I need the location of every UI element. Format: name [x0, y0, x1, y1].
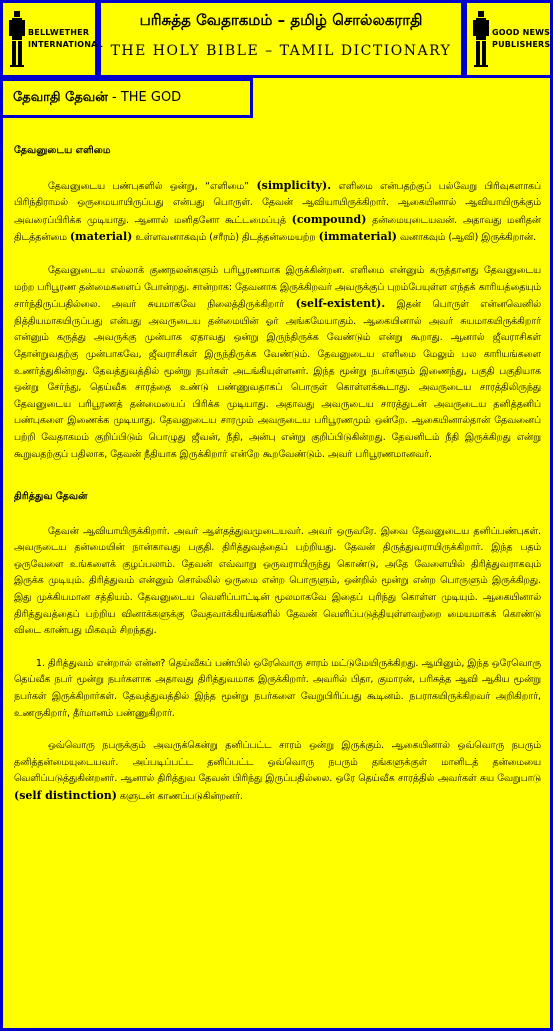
paragraph-text: இதன் பொருள் என்னவெனில் நித்தியமாகயிருப்பது என்பது அவருடைய தன்மையின் ஓர் அங்கமேயாகும். ஆகையினால் அவர் சுயமாகயிருக்கிறார் என்னும் கருத்து அவருக்கு முன்பாக ஏதாவது ஒன்று இருந்திருக்க வேண்டும் என்று கூறாது. ஆனால் ஜீவராசிகள் தோன்றுவதற்கு முன்பாகவே, ஜீவராசிகள் இருந்திருக்க வேண்டும். தேவனுடைய எளிமை மேலும் பல காரியங்களை உணர்த்துகின்றது. தேவத்துவத்தில் மூன்று நபர்கள் அடங்கியுள்ளனர். இந்த மூன்று நபர்களும் இணைந்து, பகுதி பகுதியாக ஒன்று சேர்ந்து, தெய்வீக சாரத்தை உண்டு பண்ணுவதாகப் பொருள் கொள்ளக்கூடாது. அவருடைய சாரத்திலிருந்து தேவனுடைய பரிபூரணத் தன்மையைப் பிரிக்க முடியாது. அதாவது அவருடைய சாரத்துடன் அவருடைய தனித்தனிப் பண்புகளை இணைக்க முடியாது. தேவனுடைய சாரமும் அவருடைய பரிபூரணமும் ஒன்றே. ஆகையினால்தான் தேவனைப் பற்றி வேதாகமம் குறிப்பிடும் பொழுது ஜீவன், நீதி, அன்பு என்று குறிப்பிடுகின்றது. தேவனிடம் நீதி இருக்கிறது என்று கூறுவதற்குப் பதிலாக, தேவன் நீதியாக இருக்கிறார் என்றே கூறவேண்டும். அவர் பரிபூரணமானவர். [14, 299, 541, 460]
paragraph [14, 263, 541, 463]
page-title-english: - THE GOD [107, 90, 182, 105]
paragraph-text: தேவனுடைய பண்புகளில் ஒன்று, “எளிமை” [48, 180, 257, 192]
paragraph-text: தேவன் ஆவியாயிருக்கிறார். அவர் ஆள்தத்துவமுடையவர். அவர் ஒருவரே. இவை தேவனுடைய தனிப்பண்புகள். அவருடைய தன்மையின் நான்காவது பகுதி. திரித்துவத்தைப் பற்றியது. தேவன் திருத்துவராயிருக்கிறார். இந்த பதம் ஒருவேளை உங்களைக் குழப்பலாம். தேவன் எவ்வாறு ஒருவராயிருந்து கொண்டு, அதே வேளையில் திரித்துவராகவும் இருக்க முடியும். திரித்துவம் என்னும் சொல்லில் ஒருமை என்ற பொருளும், ஒன்றில் மூன்று என்ற பொருளும் இருக்கிறது. இது முக்கியமான சத்தியம். தேவனுடைய வெளிப்பாட்டின் மூலமாகவே இதைப் புரிந்து கொள்ள முடியும். ஆகையினால் திரித்துவத்தைப் பற்றிய வினாக்களுக்கு வேதவாக்கியங்களில் தேவன் வெளிப்படுத்தியுள்ளவற்றை மையமாகக் கொண்டு விடை காண்பது மிகவும் சிறந்தது. [14, 525, 541, 637]
header [0, 0, 553, 78]
english-term: (self distinction) [14, 789, 117, 802]
paragraph-text: தேவனுடைய எல்லாக் குணநலன்களும் பரிபூரணமாக இருக்கின்றன. எளிமை என்னும் கருத்தானது தேவனுடைய மற்ற பரிபூரண தன்மைகளைப் போன்றது. சான்றாக: தேவனாக இருக்கிறவர் அவருக்குப் புறம்பேயுள்ள எந்தக் காரியத்தையும் சார்ந்திருப்பதில்லை. அவர் சுயமாகவே நிலைத்திருக்கிறார் [14, 264, 541, 311]
good-news-logo [473, 11, 551, 67]
paragraph-text: ஒவ்வொரு நபருக்கும் அவருக்கென்று தனிப்பட்ட சாரம் ஒன்று இருக்கும். ஆகையினால் ஒவ்வொரு நபரும் தனித்தன்மையுடையவர். அப்படிப்பட்ட தனிப்பட்ட ஒவ்வொரு நபரும் தங்களுக்குள் மானிடத் தன்மையை வெளிப்படுத்துகின்றனர். ஆனால் திரித்துவ தேவன் பிரிந்து இருப்பதில்லை. ஒரே தெய்வீக சாரத்தில் அவர்கள் சுய வேறுபாடு [14, 740, 541, 785]
title-tamil: பரிசுத்த வேதாகமம் – தமிழ் சொல்லகராதி [139, 11, 423, 29]
english-term: (simplicity). [256, 178, 332, 192]
section-trinity [14, 489, 541, 806]
paragraph-text: எளிமை என்பதற்குப் பல்வேறு பிரிவுகளாகப் பிரிந்திராமல் ஒருமையாயிருப்பது என்பது பொருள். தேவன் ஆவியாயிருக்கிறார். ஆகையினால் ஆவியாயிருக்கும் அவரைப்பிரிக்க முடியாது. ஆனால் மனிதனோ கூட்டமைப்புத் [14, 180, 541, 226]
paragraph [14, 738, 541, 805]
paragraph [14, 656, 541, 722]
paragraph-text: 1. திரித்துவம் என்றால் என்ன? தெய்வீகப் பண்பில் ஒரேவொரு சாரம் மட்டுமேயிருக்கிறது. ஆயினும், இந்த ஒரேவொரு தெய்வீக நபர் மூன்று நபர்களாக அதாவது திரித்துவமாக இருக்கிறார். அவரில் பிதா, குமாரன், பரிசுத்த ஆவி ஆகிய மூன்று நபர்கள் இருக்கிறார்கள். தேவத்துவத்தில் இந்த மூன்று நபர்களை வேறுபிரிப்பது கூடினம். நபராகயிருக்கிறவர் அறிகிறார், உணருகிறார், தீர்மானம் பண்ணுகிறார். [14, 657, 541, 719]
english-term: (self-existent). [295, 297, 386, 311]
left-logo-line2: INTERNATIONAL [28, 40, 103, 49]
title-box [98, 0, 464, 78]
bellwether-logo [9, 11, 103, 67]
section-heading: திரித்துவ தேவன் [14, 491, 88, 503]
figure-icon [9, 11, 25, 67]
title-english: THE HOLY BIBLE – TAMIL DICTIONARY [110, 43, 452, 59]
left-logo-box [0, 0, 103, 78]
section-heading: தேவனுடைய எளிமை [14, 145, 111, 156]
section-simplicity [14, 143, 541, 463]
right-logo-line1: GOOD NEWS [492, 28, 551, 37]
paragraph-text: களுடன் காணப்படுகின்றனர். [116, 791, 243, 802]
paragraph [14, 178, 541, 247]
paragraph [14, 524, 541, 640]
page-title [13, 90, 181, 106]
article-body [14, 143, 541, 822]
page-title-box [0, 78, 253, 118]
paragraph-text: உள்ளவனாகவும் (சரீரம்) திடத்தன்மையற்ற [132, 232, 319, 244]
right-logo-box [464, 0, 553, 78]
page-title-tamil: தேவாதி தேவன் [13, 90, 108, 105]
left-logo-line1: BELLWETHER [28, 28, 90, 37]
english-term: (immaterial) [318, 230, 397, 244]
paragraph-text: வனாகவும் (ஆவி) இருக்கிறான். [396, 232, 537, 244]
paragraph-text: தன்மையுடையவன். அதாவது மனிதன் திடத்தன்மை [14, 214, 541, 244]
english-term: (compound) [291, 212, 367, 226]
english-term: (material) [69, 230, 133, 244]
right-logo-line2: PUBLISHERS [492, 40, 551, 49]
figure-icon [473, 11, 489, 67]
